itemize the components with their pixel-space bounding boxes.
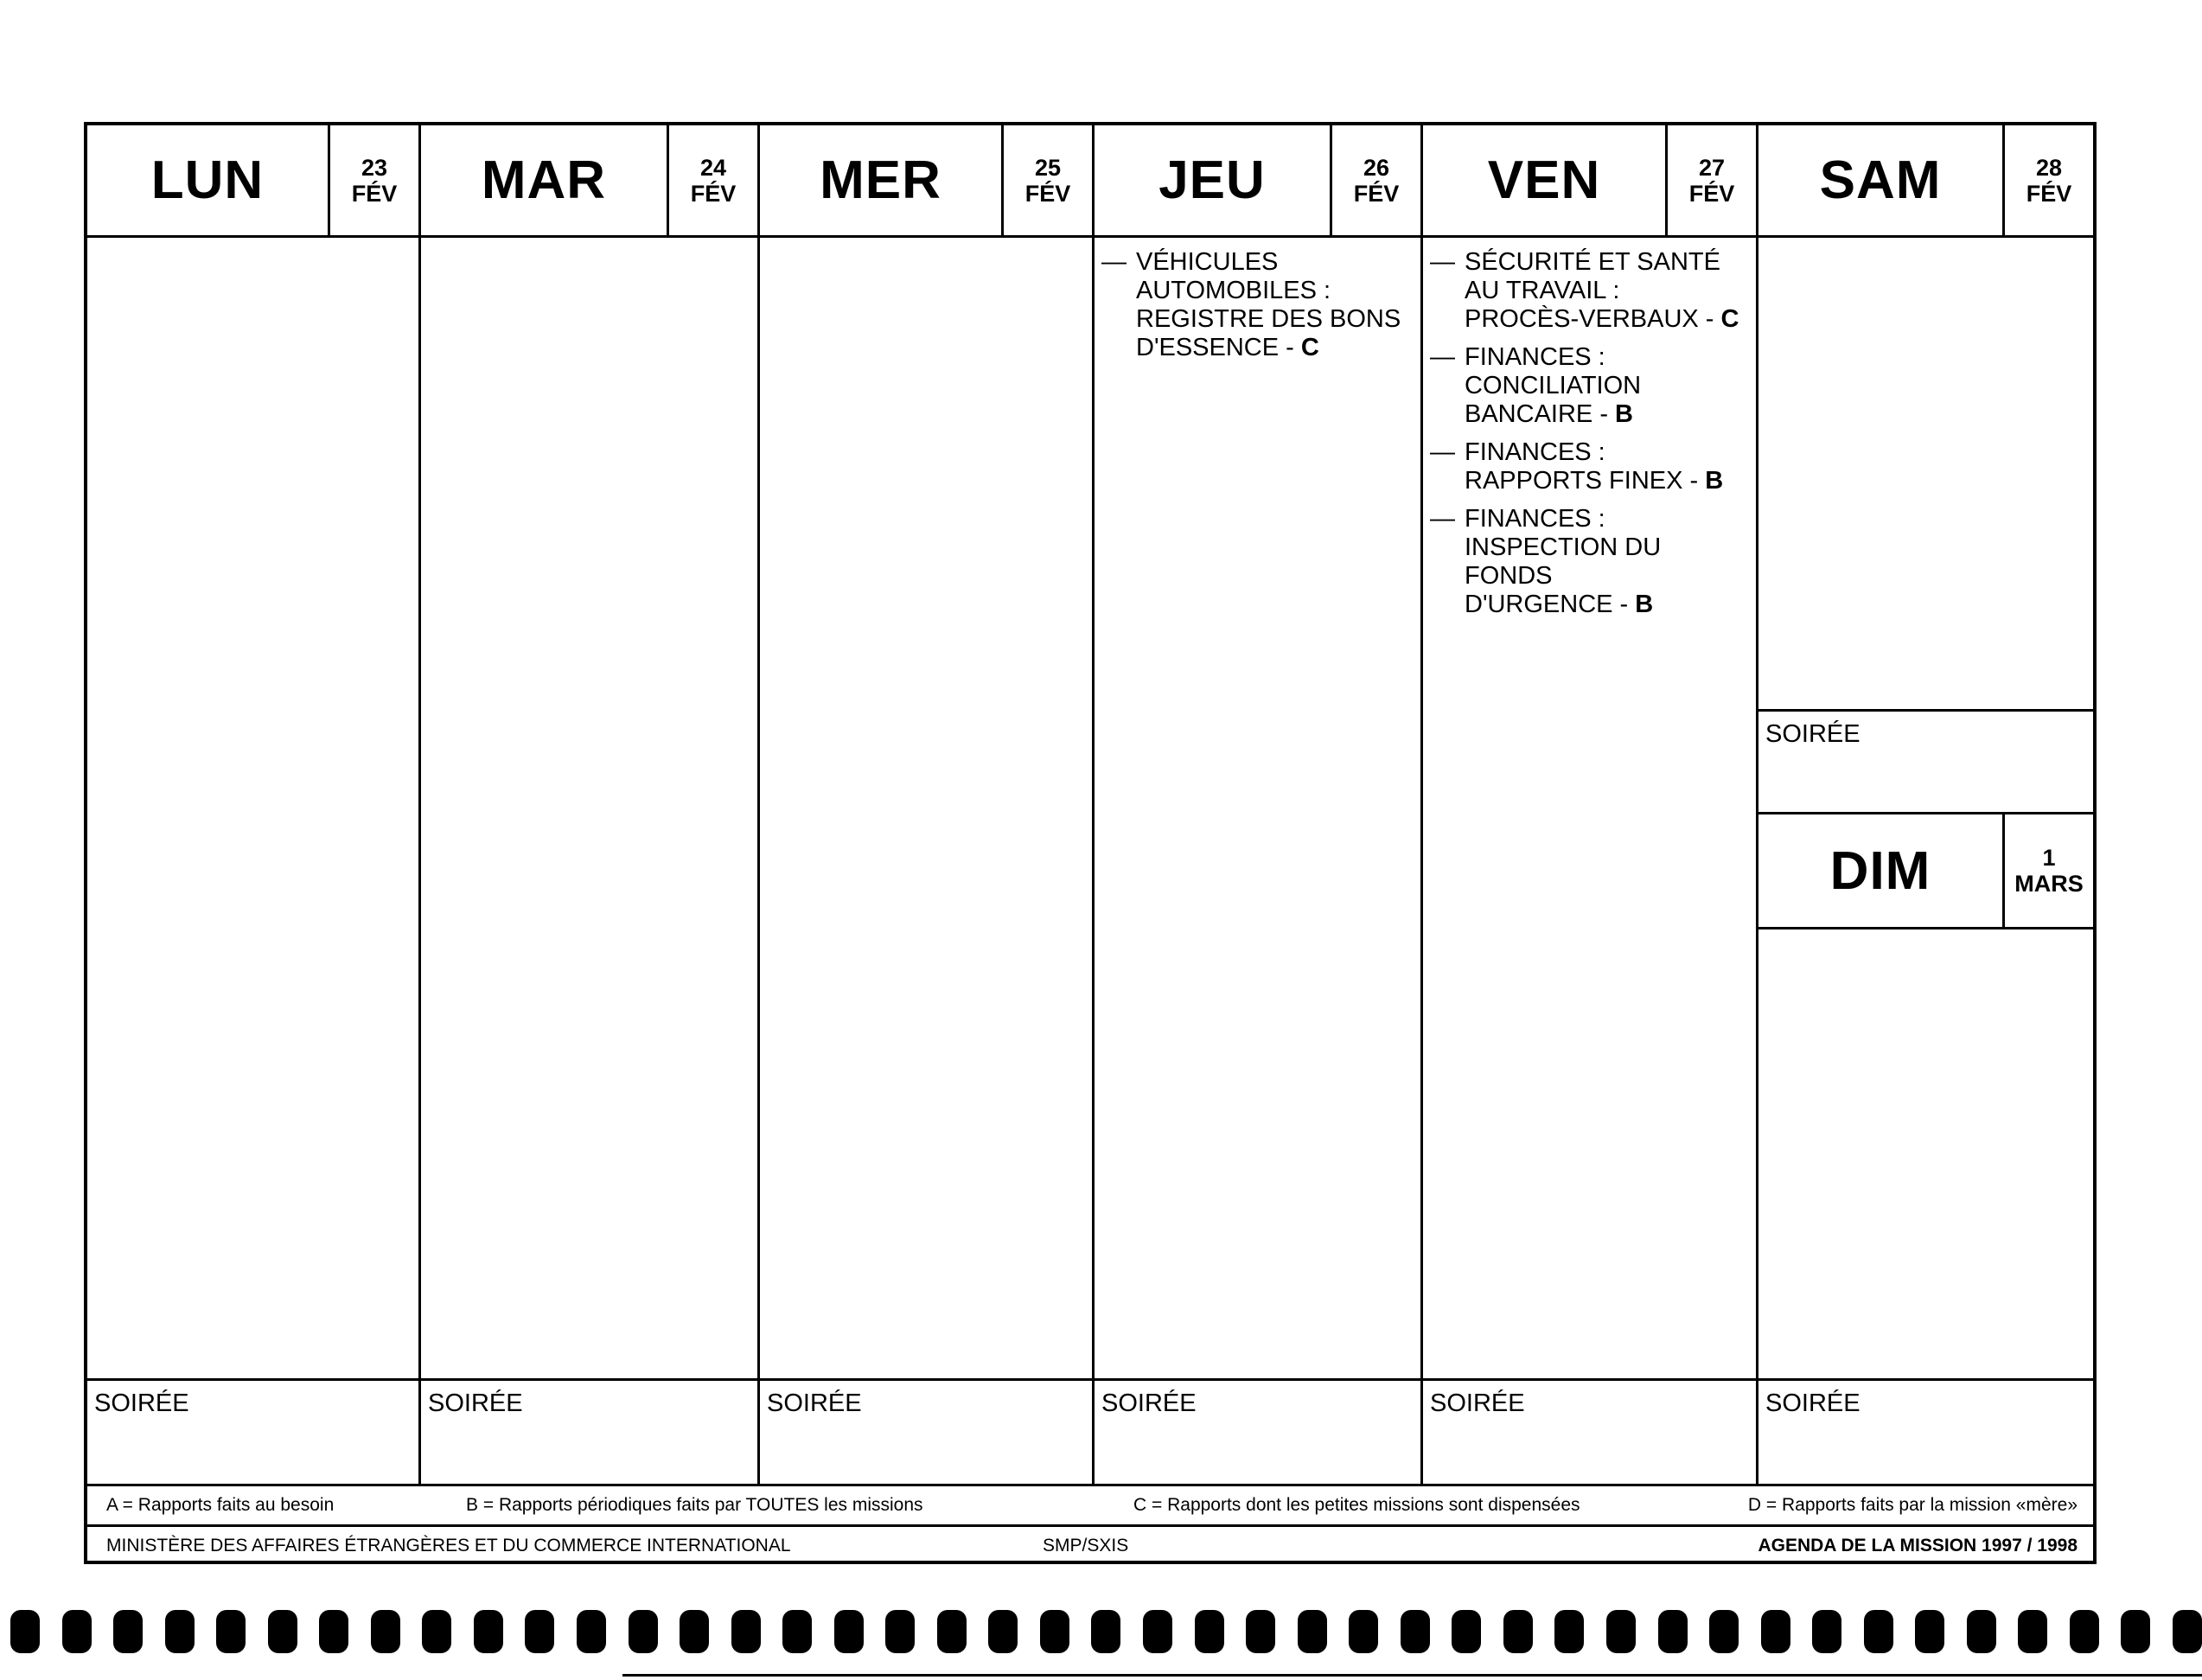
binding-hole (2173, 1610, 2202, 1653)
day-header (421, 125, 757, 238)
day-name: MAR (481, 150, 607, 210)
footer-bar (87, 1527, 2093, 1564)
date-month: FÉV (2026, 180, 2072, 207)
date-day: 25 (1034, 154, 1062, 181)
binding-hole (1040, 1610, 1069, 1653)
day-column-weekend (1758, 125, 2093, 1484)
entry-code: C (1720, 305, 1739, 333)
day-column-thu (1095, 125, 1423, 1484)
date-month: FÉV (351, 180, 398, 207)
entry-code: B (1705, 467, 1724, 495)
binding-hole (10, 1610, 40, 1653)
binding-hole (834, 1610, 864, 1653)
ministry-name: MINISTÈRE DES AFFAIRES ÉTRANGÈRES ET DU COMMERCE INTERNATIONAL (106, 1535, 791, 1555)
legend-b: B = Rapports périodiques faits par TOUTES les missions (466, 1495, 923, 1515)
binding-hole (1812, 1610, 1841, 1653)
evening-section: SOIRÉE (760, 1378, 1092, 1484)
binding-hole (2070, 1610, 2099, 1653)
saturday-evening: SOIRÉE (1758, 709, 2093, 814)
binding-hole (577, 1610, 606, 1653)
day-date (328, 125, 418, 235)
binding-hole (2018, 1610, 2047, 1653)
binding-hole (525, 1610, 554, 1653)
binding-hole (629, 1610, 658, 1653)
day-header (1423, 125, 1756, 238)
date-day: 24 (699, 154, 727, 181)
day-column-wed (760, 125, 1095, 1484)
binding-hole (1349, 1610, 1378, 1653)
entry-dash: — (1430, 343, 1455, 371)
binding-hole (1452, 1610, 1481, 1653)
date-day: 27 (1698, 154, 1726, 181)
day-date (2002, 814, 2093, 927)
binding-hole (1554, 1610, 1584, 1653)
binding-hole (1503, 1610, 1533, 1653)
agenda-entry (1430, 505, 1749, 619)
binding-hole (371, 1610, 400, 1653)
day-body (760, 238, 1092, 1378)
day-date (667, 125, 757, 235)
entry-text: FINANCES : CONCILIATION BANCAIRE - B (1465, 343, 1642, 428)
legend-a: A = Rapports faits au besoin (106, 1495, 335, 1515)
saturday-header (1758, 125, 2093, 238)
entry-text: FINANCES : INSPECTION DU FONDS D'URGENCE - B (1465, 505, 1662, 618)
day-header (87, 125, 418, 238)
entry-text: SÉCURITÉ ET SANTÉ AU TRAVAIL : PROCÈS-VERBAUX - C (1465, 248, 1739, 333)
binding-hole (1967, 1610, 1996, 1653)
day-column-tue (421, 125, 760, 1484)
date-day: 26 (1363, 154, 1390, 181)
sunday-header (1758, 814, 2093, 929)
day-header (1095, 125, 1420, 238)
legend-bar (87, 1484, 2093, 1527)
day-body (1423, 238, 1756, 1378)
binding-hole (319, 1610, 348, 1653)
week-grid (87, 125, 2093, 1484)
date-day: 23 (361, 154, 388, 181)
agenda-entry (1101, 248, 1414, 362)
binding-hole (113, 1610, 143, 1653)
binding-hole (1298, 1610, 1327, 1653)
day-date (1330, 125, 1420, 235)
date-day: 28 (2035, 154, 2063, 181)
binding-hole (988, 1610, 1018, 1653)
binding-hole (1246, 1610, 1275, 1653)
binding-hole (1401, 1610, 1430, 1653)
day-name: DIM (1829, 840, 1931, 901)
binding-hole (937, 1610, 967, 1653)
day-date (1001, 125, 1092, 235)
binding-hole (1915, 1610, 1944, 1653)
binding-hole (1143, 1610, 1172, 1653)
binding-hole (782, 1610, 812, 1653)
binding-hole (216, 1610, 246, 1653)
entry-code: C (1300, 334, 1319, 361)
form-code: SMP/SXIS (1043, 1535, 1129, 1555)
evening-section: SOIRÉE (421, 1378, 757, 1484)
date-month: FÉV (1024, 180, 1071, 207)
day-name: LUN (150, 150, 265, 210)
day-header (760, 125, 1092, 238)
date-month: MARS (2014, 871, 2084, 897)
date-month: FÉV (690, 180, 737, 207)
date-month: FÉV (1353, 180, 1400, 207)
date-month: FÉV (1688, 180, 1735, 207)
binding-hole (1606, 1610, 1636, 1653)
binding-hole (1091, 1610, 1120, 1653)
entry-text: FINANCES : RAPPORTS FINEX - B (1465, 438, 1724, 495)
agenda-title: AGENDA DE LA MISSION 1997 / 1998 (1758, 1535, 2078, 1555)
bottom-rule (622, 1674, 2202, 1677)
day-column-mon (87, 125, 421, 1484)
binding-hole (62, 1610, 92, 1653)
day-name: JEU (1158, 150, 1266, 210)
evening-section: SOIRÉE (1095, 1378, 1420, 1484)
binding-hole (680, 1610, 709, 1653)
binding-hole (885, 1610, 915, 1653)
day-date (1665, 125, 1756, 235)
entry-text: VÉHICULES AUTOMOBILES : REGISTRE DES BONS D'ESSENCE - C (1136, 248, 1401, 361)
legend-c: C = Rapports dont les petites missions sont dispensées (1133, 1495, 1580, 1515)
sunday-evening: SOIRÉE (1758, 1378, 2093, 1484)
entry-dash: — (1430, 505, 1455, 533)
day-date (2002, 125, 2093, 235)
sunday-body (1758, 929, 2093, 1378)
day-name: MER (820, 150, 941, 210)
saturday-body (1758, 238, 2093, 709)
day-body (87, 238, 418, 1378)
day-name: SAM (1819, 150, 1942, 210)
agenda-entry (1430, 438, 1749, 495)
agenda-sheet (84, 122, 2097, 1564)
date-day: 1 (2042, 845, 2056, 871)
day-body (421, 238, 757, 1378)
binding-hole (422, 1610, 451, 1653)
entry-dash: — (1430, 438, 1455, 466)
legend-d: D = Rapports faits par la mission «mère» (1747, 1495, 2078, 1515)
binding-hole (1195, 1610, 1224, 1653)
entry-dash: — (1430, 248, 1455, 276)
binding-hole (1709, 1610, 1739, 1653)
binding-hole (474, 1610, 503, 1653)
binding-hole (165, 1610, 195, 1653)
binding-hole (1761, 1610, 1790, 1653)
entry-dash: — (1101, 248, 1127, 276)
day-name: VEN (1487, 150, 1601, 210)
agenda-entry (1430, 343, 1749, 429)
binding-holes (10, 1610, 2202, 1655)
agenda-entry (1430, 248, 1749, 334)
binding-hole (731, 1610, 761, 1653)
evening-section: SOIRÉE (1423, 1378, 1756, 1484)
binding-hole (268, 1610, 297, 1653)
binding-hole (1864, 1610, 1893, 1653)
binding-hole (1658, 1610, 1688, 1653)
entry-code: B (1635, 591, 1654, 618)
evening-section: SOIRÉE (87, 1378, 418, 1484)
day-column-fri (1423, 125, 1758, 1484)
binding-hole (2121, 1610, 2150, 1653)
entry-code: B (1615, 400, 1633, 428)
day-body (1095, 238, 1420, 1378)
